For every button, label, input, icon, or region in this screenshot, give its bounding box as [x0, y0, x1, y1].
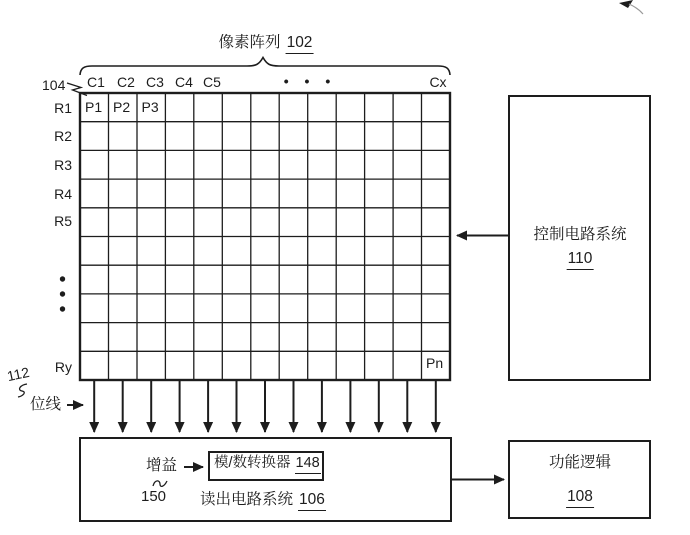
row-label-r5: R5: [54, 213, 72, 229]
control-label: 控制电路系统: [533, 226, 627, 243]
col-label-c5: C5: [203, 74, 221, 90]
row-label-r3: R3: [54, 156, 72, 173]
adc-label-row: [214, 455, 321, 474]
col-label-c2: C2: [117, 74, 135, 90]
pixel-array-grid: [80, 93, 450, 380]
readout-label: 读出电路系统: [200, 491, 294, 508]
pixel-array-title: [219, 34, 314, 54]
row-label-r1: R1: [54, 100, 72, 116]
pixel-label-pn: Pn: [426, 355, 444, 371]
ref-112-squiggle: [18, 384, 27, 397]
ref-112-label: 112: [5, 363, 31, 385]
gain-label: 增益: [146, 457, 178, 474]
pixel-label-p3: P3: [141, 99, 159, 115]
ref-104-pointer: [67, 83, 87, 96]
col-label-c4: C4: [175, 74, 193, 90]
bitline-arrows: [94, 381, 436, 433]
pixel-label-p1: P1: [85, 99, 103, 115]
logic-ref: 108: [566, 488, 594, 508]
pixel-array-title-text: 像素阵列: [218, 34, 281, 51]
column-ellipsis-icon: • • •: [283, 73, 337, 89]
pixel-array-brace: [80, 58, 450, 76]
pixel-label-p2: P2: [113, 99, 131, 115]
control-ref: 110: [567, 250, 594, 270]
logic-label: 功能逻辑: [548, 454, 612, 471]
ref-150-label: 150: [141, 488, 167, 505]
pixel-array-ref: 102: [286, 34, 314, 54]
adc-ref: 148: [295, 455, 321, 474]
readout-ref: 106: [298, 491, 326, 511]
row-ellipsis-icon: [60, 276, 65, 311]
cropped-corner-mark: [619, 0, 643, 14]
readout-label-row: [200, 491, 326, 511]
col-label-c3: C3: [146, 74, 164, 90]
adc-label: 模/数转换器: [214, 455, 291, 471]
col-label-cx: Cx: [429, 74, 447, 90]
ref-104-label: 104: [42, 77, 66, 93]
row-label-ry: Ry: [54, 359, 72, 375]
row-label-r4: R4: [54, 185, 72, 202]
col-label-c1: C1: [87, 74, 105, 90]
bitline-label: 位线: [30, 396, 62, 413]
row-label-r2: R2: [54, 128, 72, 144]
